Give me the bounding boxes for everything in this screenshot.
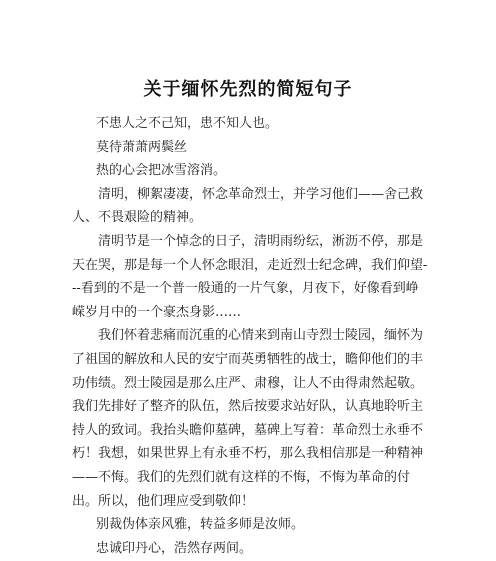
closing-line-2: 忠诚印丹心，浩然存两间。 [96,540,253,556]
text-line-2: 莫待萧萧两鬓丝 [96,139,188,155]
paragraph-3: 我们怀着悲痛而沉重的心情来到南山寺烈士陵园，缅怀为了祖国的解放和人民的安宁而英勇牺牲的战士，瞻仰他们的丰功伟绩。烈士陵园是那么庄严、肃穆，让人不由得肃然起敬。我们先排好了整齐的队伍，然后按要求站好队，认真地聆听主持人的致词。我抬头瞻仰墓碑，墓碑上写着：革命烈士永垂不朽！我想，如果世界上有永垂不朽，那么我相信那是一种精神——不悔。我们的先烈们就有这样的不悔，不悔为革命的付出。所以，他们理应受到敬仰！ [72,328,424,509]
document-body [72,112,428,560]
paragraph-1: 清明，柳絮凄凄，怀念革命烈士，并学习他们——舍己救人、不畏艰险的精神。 [72,186,424,226]
paragraph-2: 清明节是一个悼念的日子，清明雨纷纭，淅沥不停，那是天在哭，那是每一个人怀念眼泪，走近烈士纪念碑，我们仰望---看到的不是一个普一般通的一片气象，月夜下，好像看到峥嵘岁月中的一个豪杰身影…… [72,233,428,320]
text-line-1: 不患人之不己知，患不知人也。 [96,116,279,131]
document-title: 关于缅怀先烈的简短句子 [143,79,353,100]
closing-line-1: 别裁伪体亲风雅，转益多师是汝师。 [96,517,305,533]
text-line-3: 热的心会把冰雪溶消。 [96,163,227,179]
